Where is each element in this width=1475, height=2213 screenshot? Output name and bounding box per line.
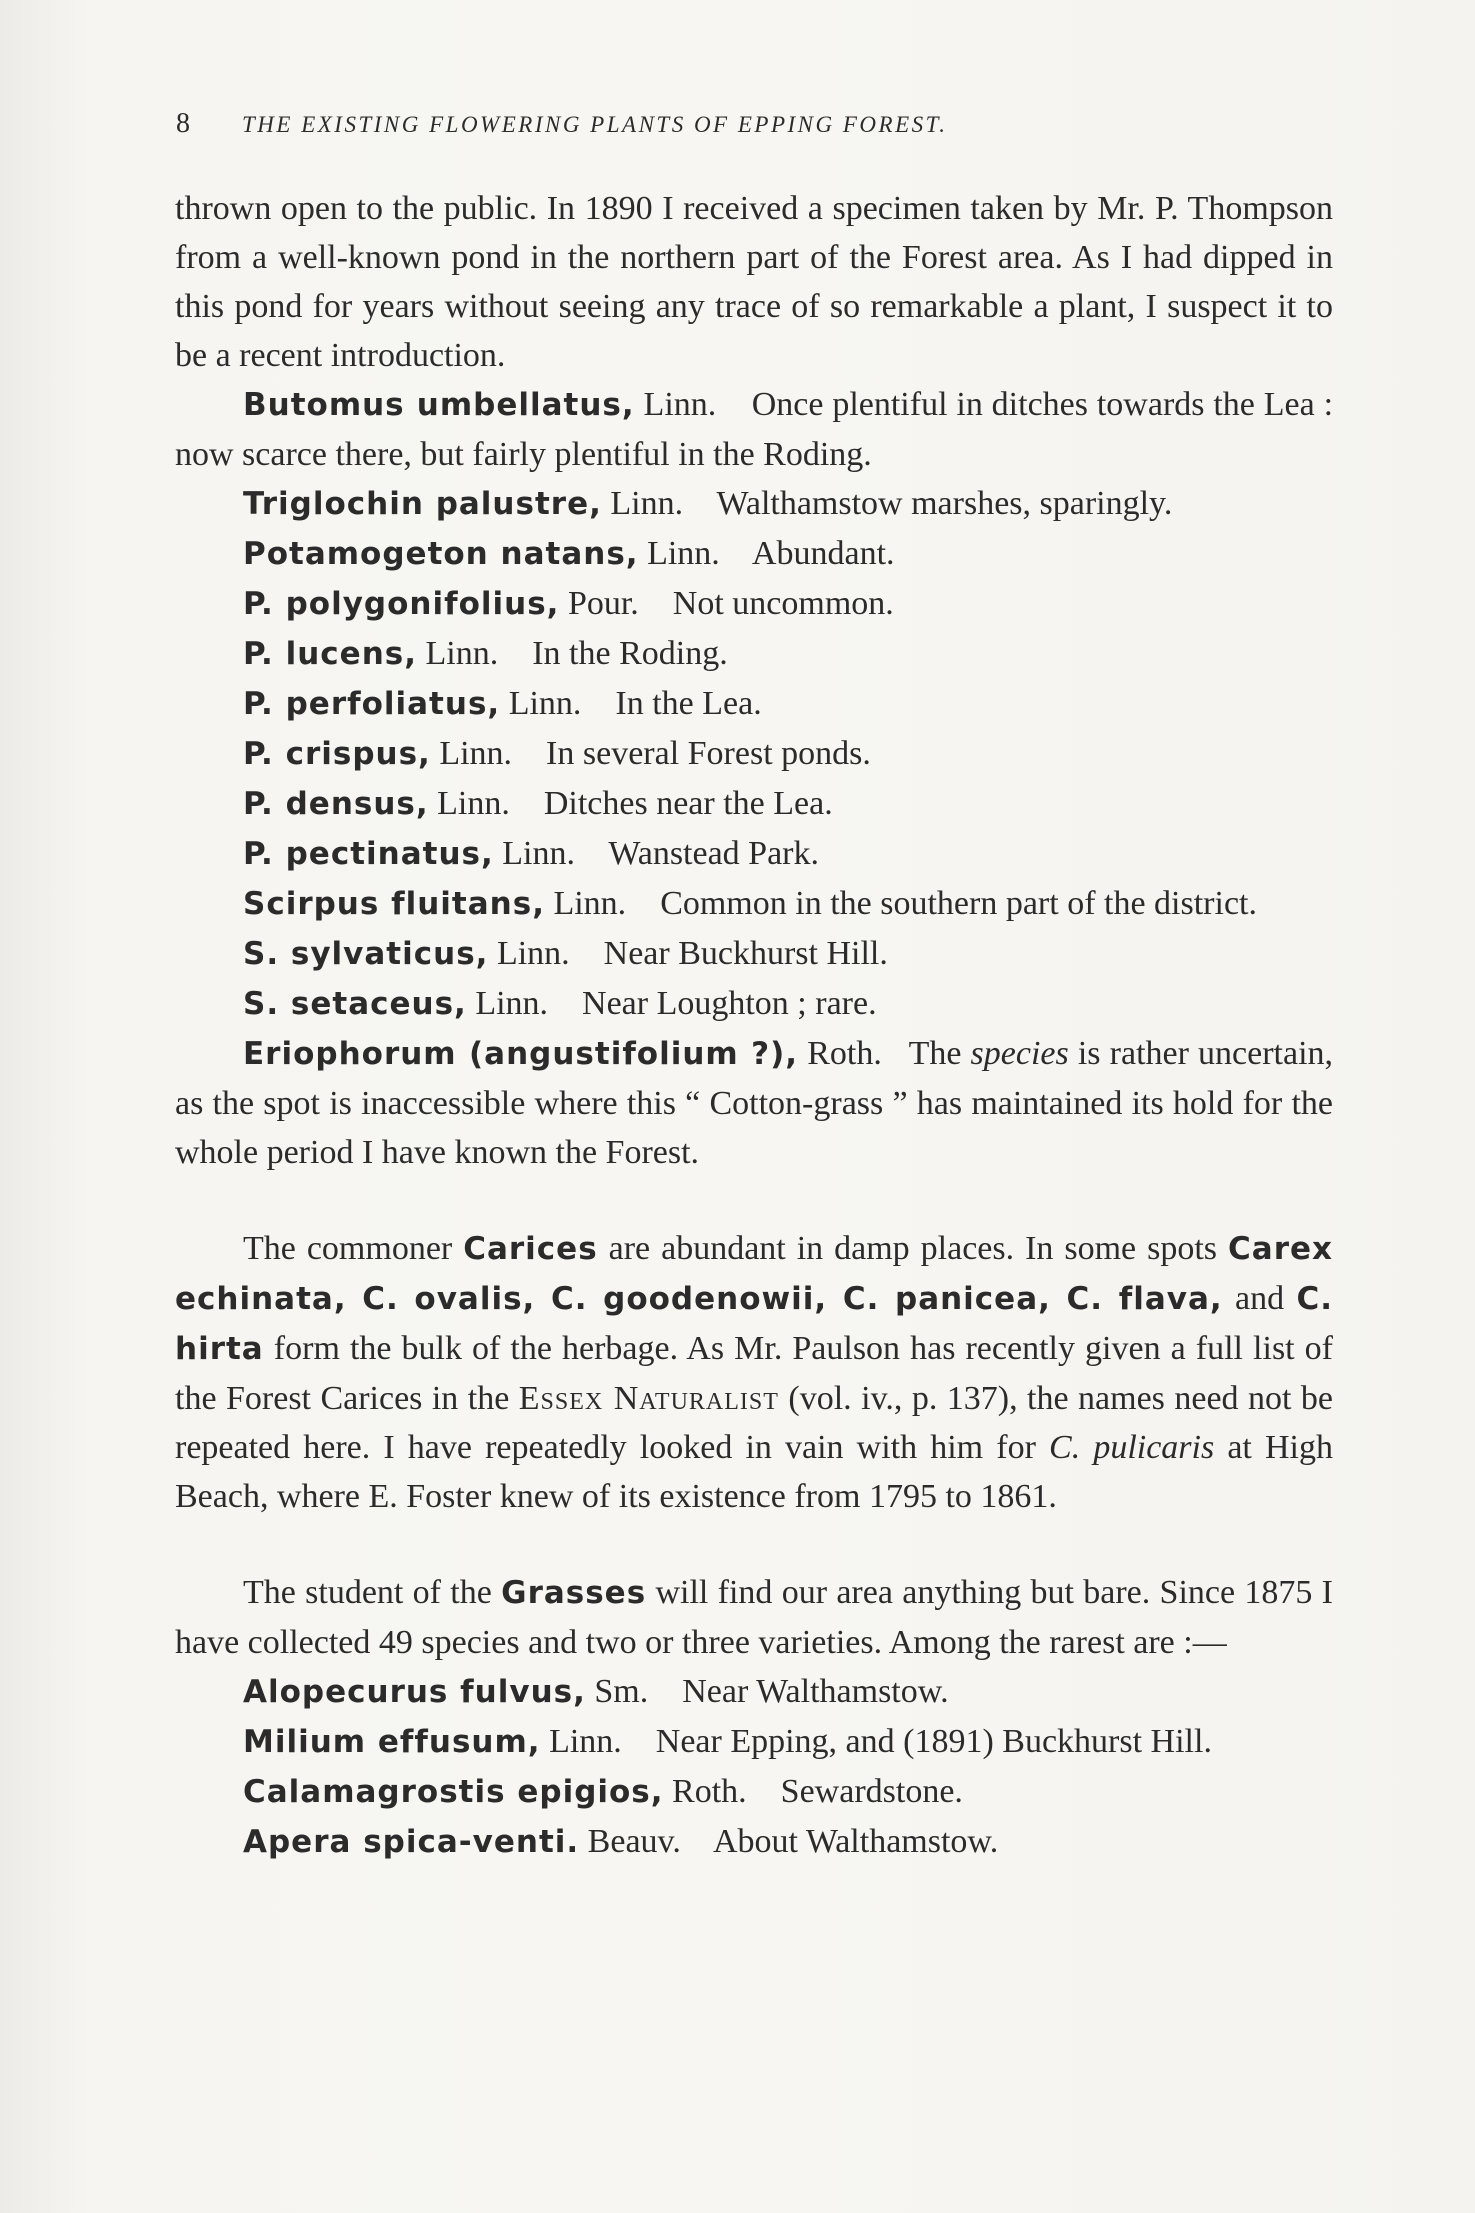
entry-text: In the Lea. (615, 685, 762, 722)
paragraph-gap (175, 1177, 1333, 1224)
species-name: P. perfoliatus, (243, 686, 501, 722)
authority: Linn. (439, 735, 513, 772)
authority: Roth. (807, 1035, 882, 1072)
entry-alopecurus (175, 1667, 1333, 1717)
species-name: P. crispus, (243, 736, 431, 772)
species-name: P. lucens, (243, 636, 417, 672)
text-run: and (1235, 1280, 1285, 1317)
intro-paragraph: thrown open to the public. In 1890 I received a specimen taken by Mr. P. Thompson from a well-known pond in the northern part of the Forest area. As I had dipped in this pond for years without seeing any trace of so remarkable a plant, I suspect it to be a recent introduction. (175, 190, 1333, 374)
entry-text: Near Loughton ; rare. (582, 985, 877, 1022)
authority: Linn. (553, 885, 627, 922)
text-run: form the bulk of the herbage. As Mr. Paulson has recently given a full list of the Forest Carices in the (175, 1330, 1333, 1417)
text-run: will find our area anything but bare. Since 1875 I have collected 49 species and two or three varieties. Among the rarest are :— (175, 1574, 1334, 1661)
entry-scirpus-fluitans (175, 879, 1333, 929)
grasses-paragraph (175, 1568, 1333, 1667)
species-name: P. densus, (243, 786, 429, 822)
text-run: (vol. iv., p. 137), the names need not be repeated here. I have repeatedly looked in vain with him for (175, 1380, 1334, 1466)
entry-text: Ditches near the Lea. (543, 785, 833, 822)
entry-p-crispus (175, 729, 1333, 779)
paragraph-gap (175, 1521, 1333, 1568)
text-run: The student of the (243, 1574, 492, 1611)
entry-triglochin (175, 479, 1333, 529)
entry-apera (175, 1817, 1333, 1867)
entry-butomus (175, 380, 1333, 479)
species-name: Eriophorum (angustifolium ?), (243, 1036, 799, 1072)
species-name: Butomus umbellatus, (243, 387, 635, 423)
authority: Linn. (643, 386, 717, 423)
entry-text: Not uncommon. (672, 585, 894, 622)
species-name: Milium effusum, (243, 1724, 541, 1760)
taxon-name: Carex echinata, C. ovalis, C. goodenowii, C. panicea, C. flava, (175, 1231, 1334, 1317)
authority: Roth. (672, 1773, 747, 1810)
entry-text: Abundant. (751, 535, 895, 572)
species-name: Calamagrostis epigios, (243, 1774, 664, 1810)
taxon-name: Carices (463, 1231, 598, 1267)
taxon-name: C. hirta (175, 1281, 1334, 1367)
authority: Linn. (610, 485, 684, 522)
entry-text: Near Buckhurst Hill. (603, 935, 888, 972)
entry-p-lucens (175, 629, 1333, 679)
species-name: Potamogeton natans, (243, 536, 639, 572)
species-name: S. setaceus, (243, 986, 467, 1022)
page-body (175, 184, 1333, 1867)
species-name: Triglochin palustre, (243, 486, 602, 522)
entry-p-perfoliatus (175, 679, 1333, 729)
entry-text: In the Roding. (532, 635, 728, 672)
taxon-name: Grasses (501, 1575, 647, 1611)
species-name: Scirpus fluitans, (243, 886, 545, 922)
entry-p-pectinatus (175, 829, 1333, 879)
authority: Linn. (647, 535, 720, 572)
text-run: at High Beach, where E. Foster knew of its existence from 1795 to 1861. (175, 1429, 1333, 1515)
entry-text: In several Forest ponds. (546, 735, 871, 772)
authority: Sm. (594, 1673, 649, 1710)
journal-title: Essex Naturalist (518, 1380, 779, 1417)
entry-milium (175, 1717, 1333, 1767)
authority: Pour. (567, 585, 639, 622)
text-run: The commoner (243, 1230, 453, 1267)
running-header (176, 108, 1224, 140)
running-title: THE EXISTING FLOWERING PLANTS OF EPPING FOREST. (242, 112, 948, 137)
species-name: Alopecurus fulvus, (243, 1674, 586, 1710)
entry-text: Walthamstow marshes, sparingly. (716, 485, 1173, 522)
authority: Linn. (508, 685, 582, 722)
authority: Linn. (475, 985, 549, 1022)
entry-text: Near Epping, and (1891) Buckhurst Hill. (655, 1723, 1212, 1760)
entry-s-setaceus (175, 979, 1333, 1029)
entry-text: Wanstead Park. (608, 835, 819, 872)
page-number: 8 (176, 108, 190, 139)
authority: Linn. (549, 1723, 622, 1760)
entry-text: Common in the southern part of the district. (660, 885, 1257, 922)
entry-text: Near Walthamstow. (682, 1673, 949, 1710)
entry-p-polygonifolius (175, 579, 1333, 629)
species-name: P. pectinatus, (243, 836, 494, 872)
carices-paragraph (175, 1224, 1333, 1521)
text-run: are abundant in damp places. In some spots (608, 1230, 1218, 1267)
entry-text: Sewardstone. (780, 1773, 963, 1810)
entry-p-densus (175, 779, 1333, 829)
authority: Linn. (425, 635, 499, 672)
entry-s-sylvaticus (175, 929, 1333, 979)
authority: Beauv. (587, 1823, 681, 1860)
entry-potamogeton-natans (175, 529, 1333, 579)
species-name: P. polygonifolius, (243, 586, 560, 622)
entry-text: About Walthamstow. (712, 1823, 999, 1860)
italic-taxon: C. pulicaris (1049, 1429, 1215, 1466)
entry-text: is rather uncertain, as the spot is inaccessible where this “ Cotton-grass ” has maintained its hold for the whole period I have known the Forest. (175, 1035, 1334, 1171)
entry-calamagrostis (175, 1767, 1333, 1817)
species-name: Apera spica-venti. (243, 1824, 580, 1860)
entry-eriophorum (175, 1029, 1333, 1177)
entry-text: The (908, 1035, 962, 1072)
entry-text: Once plentiful in ditches towards the Lea : now scarce there, but fairly plentiful in the Roding. (175, 386, 1334, 473)
species-name: S. sylvaticus, (243, 936, 489, 972)
italic-term: species (970, 1035, 1069, 1072)
authority: Linn. (496, 935, 570, 972)
authority: Linn. (437, 785, 510, 822)
authority: Linn. (502, 835, 575, 872)
